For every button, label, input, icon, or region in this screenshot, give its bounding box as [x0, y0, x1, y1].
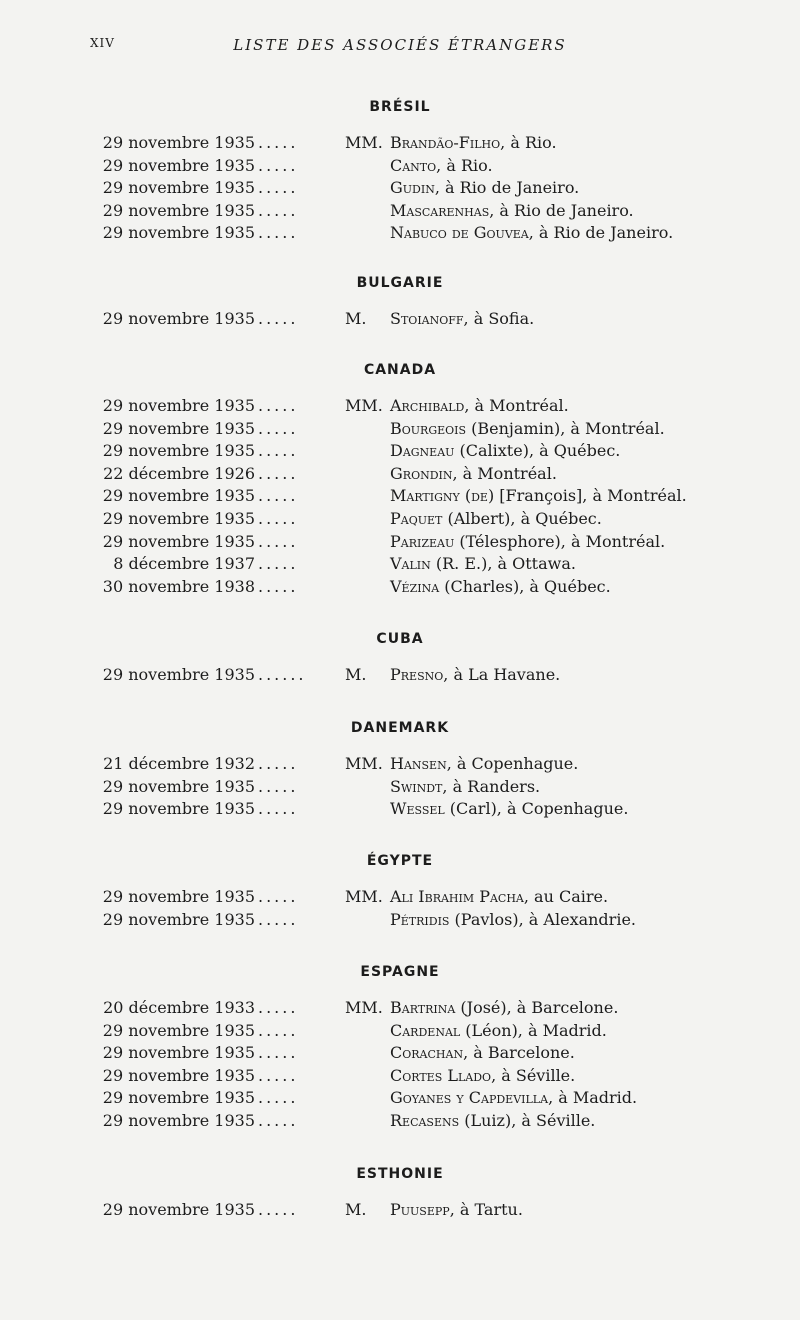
associate-details: , à Montréal. — [452, 463, 557, 483]
associate-surname: Grondin — [390, 463, 453, 483]
election-date: 29 novembre 1935 — [102, 799, 255, 819]
associate-surname: Archibald — [390, 396, 465, 415]
list-item — [0, 909, 800, 932]
honorific: MM. — [345, 887, 383, 906]
country-heading: BULGARIE — [356, 275, 444, 291]
election-date: 29 novembre 1935 — [102, 309, 255, 328]
associate-name — [390, 177, 579, 200]
leader-dots: ..... — [258, 998, 299, 1017]
honorific: MM. — [345, 396, 383, 415]
leader-dots: ..... — [258, 223, 299, 243]
associate-details: , à Rio de Janeiro. — [528, 223, 674, 243]
associate-surname: Valin — [390, 554, 431, 574]
associate-details: , à Sofia. — [463, 309, 535, 328]
associate-name — [390, 997, 618, 1020]
country-heading: CANADA — [363, 362, 437, 378]
associate-surname: Puusepp — [390, 1200, 450, 1219]
associate-details: (Calixte), à Québec. — [454, 441, 621, 461]
associate-details: , à Tartu. — [449, 1200, 523, 1219]
election-date: 22 décembre 1926 — [103, 463, 255, 483]
country-heading: DANEMARK — [350, 720, 450, 736]
election-date: 29 novembre 1935 — [102, 1065, 255, 1085]
list-item — [0, 1110, 800, 1133]
list-item — [0, 753, 800, 776]
honorific: M. — [345, 665, 367, 684]
leader-dots: ..... — [258, 1020, 299, 1040]
associate-name — [390, 200, 634, 223]
associate-surname: Presno — [390, 665, 444, 684]
associate-details: (Charles), à Québec. — [439, 576, 611, 596]
associate-name — [390, 418, 665, 441]
election-date: 29 novembre 1935 — [102, 1020, 255, 1040]
leader-dots: ..... — [258, 396, 299, 415]
country-section — [0, 850, 800, 931]
associate-surname: Mascarenhas — [390, 200, 490, 220]
list-item — [0, 418, 800, 441]
associate-name — [390, 576, 611, 599]
entry-list — [0, 132, 800, 245]
leader-dots: ..... — [258, 909, 299, 929]
list-item — [0, 776, 800, 799]
list-item — [0, 155, 800, 178]
associate-name — [390, 1110, 595, 1133]
associate-surname: Dagneau — [390, 441, 455, 461]
country-heading: ESPAGNE — [360, 964, 440, 980]
associate-details: (Albert), à Québec. — [442, 508, 602, 528]
leader-dots: ..... — [258, 1043, 299, 1063]
leader-dots: ..... — [258, 1110, 299, 1130]
associate-name — [390, 553, 576, 576]
list-item — [0, 222, 800, 245]
associate-surname: Brandão-Filho — [390, 133, 501, 152]
associate-name — [390, 395, 569, 418]
associate-details: , à Montréal. — [464, 396, 569, 415]
associate-surname: Swindt — [390, 776, 443, 796]
associate-surname: Vézina — [390, 576, 440, 596]
election-date: 21 décembre 1932 — [103, 754, 255, 773]
leader-dots: ..... — [258, 1065, 299, 1085]
list-item — [0, 1042, 800, 1065]
election-date: 29 novembre 1935 — [102, 1200, 255, 1219]
honorific: M. — [345, 309, 367, 328]
leader-dots: ..... — [258, 754, 299, 773]
country-heading: CUBA — [376, 631, 424, 647]
associate-name — [390, 886, 608, 909]
election-date: 29 novembre 1935 — [102, 200, 255, 220]
election-date: 29 novembre 1935 — [102, 133, 255, 152]
country-section — [0, 717, 800, 821]
list-item — [0, 508, 800, 531]
election-date: 29 novembre 1935 — [102, 508, 255, 528]
associate-name — [390, 531, 665, 554]
election-date: 29 novembre 1935 — [102, 223, 255, 243]
country-section — [0, 961, 800, 1133]
associate-details: , à Rio de Janeiro. — [434, 178, 580, 198]
election-date: 30 novembre 1938 — [102, 576, 255, 596]
entry-list — [0, 997, 800, 1133]
leader-dots: ..... — [258, 178, 299, 198]
associate-name — [390, 1020, 607, 1043]
associate-surname: Parizeau — [390, 531, 455, 551]
country-heading: ÉGYPTE — [366, 853, 434, 869]
leader-dots: ..... — [258, 133, 299, 152]
country-heading: BRÉSIL — [369, 99, 431, 115]
election-date: 29 novembre 1935 — [102, 418, 255, 438]
associate-details: (Benjamin), à Montréal. — [466, 418, 665, 438]
list-item — [0, 200, 800, 223]
list-item — [0, 1020, 800, 1043]
associate-name — [390, 798, 628, 821]
list-item — [0, 1065, 800, 1088]
associate-name — [390, 508, 602, 531]
country-section — [0, 359, 800, 598]
honorific: MM. — [345, 133, 383, 152]
associate-details: , à Randers. — [442, 776, 541, 796]
list-item — [0, 177, 800, 200]
leader-dots: ..... — [258, 799, 299, 819]
associate-surname: Hansen — [390, 754, 447, 773]
associate-details: , à Madrid. — [548, 1088, 638, 1108]
election-date: 29 novembre 1935 — [102, 531, 255, 551]
associate-details: (Carl), à Copenhague. — [444, 799, 629, 819]
leader-dots: ..... — [258, 418, 299, 438]
election-date: 29 novembre 1935 — [102, 441, 255, 461]
associate-name — [390, 485, 687, 508]
leader-dots: ..... — [258, 1088, 299, 1108]
country-section — [0, 96, 800, 245]
election-date: 29 novembre 1935 — [102, 155, 255, 175]
associate-name — [390, 463, 557, 486]
election-date: 29 novembre 1935 — [102, 887, 255, 906]
election-date: 29 novembre 1935 — [102, 486, 255, 506]
associate-surname: Canto — [390, 155, 437, 175]
associate-name — [390, 1199, 523, 1222]
list-item — [0, 1199, 800, 1222]
associate-surname: Cortes Llado — [390, 1065, 492, 1085]
associate-details: (R. E.), à Ottawa. — [430, 554, 576, 574]
election-date: 29 novembre 1935 — [102, 178, 255, 198]
leader-dots: ..... — [258, 776, 299, 796]
list-item — [0, 576, 800, 599]
associate-surname: Wessel — [390, 799, 445, 819]
list-item — [0, 531, 800, 554]
associate-surname: Pétridis — [390, 909, 450, 929]
associate-surname: Bourgeois — [390, 418, 467, 438]
leader-dots: ..... — [258, 309, 299, 328]
associate-name — [390, 753, 578, 776]
leader-dots: ..... — [258, 200, 299, 220]
honorific: MM. — [345, 754, 383, 773]
honorific: MM. — [345, 998, 383, 1017]
leader-dots: ..... — [258, 531, 299, 551]
associate-surname: Corachan — [390, 1043, 464, 1063]
list-item — [0, 1087, 800, 1110]
associate-surname: Ali Ibrahim Pacha — [390, 887, 524, 906]
page-number: XIV — [90, 36, 115, 50]
entry-list — [0, 886, 800, 931]
associate-surname: Bartrina — [390, 998, 456, 1017]
leader-dots: ..... — [258, 441, 299, 461]
country-section — [0, 628, 800, 687]
associate-name — [390, 155, 493, 178]
associate-details: , à Rio. — [436, 155, 493, 175]
running-title: LISTE DES ASSOCIÉS ÉTRANGERS — [233, 36, 567, 54]
election-date: 29 novembre 1935 — [102, 396, 255, 415]
associate-surname: Stoianoff — [390, 309, 464, 328]
associate-name — [390, 776, 540, 799]
associate-details: , à Rio de Janeiro. — [489, 200, 634, 220]
associate-details: , à Rio. — [500, 133, 557, 152]
associate-name — [390, 308, 534, 331]
list-item — [0, 440, 800, 463]
page-header — [90, 36, 710, 56]
leader-dots: ..... — [258, 508, 299, 528]
leader-dots: ..... — [258, 486, 299, 506]
entry-list — [0, 1199, 800, 1222]
election-date: 20 décembre 1933 — [103, 998, 255, 1017]
leader-dots: ..... — [258, 1200, 299, 1219]
associate-surname: Nabuco de Gouvea — [390, 223, 529, 243]
election-date: 8 décembre 1937 — [113, 554, 255, 574]
entry-list — [0, 664, 800, 687]
list-item — [0, 463, 800, 486]
leader-dots: ..... — [258, 554, 299, 574]
election-date: 29 novembre 1935 — [102, 909, 255, 929]
election-date: 29 novembre 1935 — [102, 776, 255, 796]
associate-details: (Léon), à Madrid. — [460, 1020, 607, 1040]
entry-list — [0, 308, 800, 331]
associate-details: , à La Havane. — [443, 665, 561, 684]
associate-details: , à Barcelone. — [463, 1043, 575, 1063]
country-heading: ESTHONIE — [356, 1166, 444, 1182]
associate-name — [390, 1087, 637, 1110]
leader-dots: ..... — [258, 576, 299, 596]
list-item — [0, 308, 800, 331]
list-item — [0, 553, 800, 576]
honorific: M. — [345, 1200, 367, 1219]
country-section — [0, 1163, 800, 1222]
leader-dots: ..... — [258, 887, 299, 906]
leader-dots: ...... — [258, 665, 307, 684]
associate-details: (José), à Barcelone. — [455, 998, 619, 1017]
associate-surname: Goyanes y Capdevilla — [390, 1088, 549, 1108]
election-date: 29 novembre 1935 — [102, 1088, 255, 1108]
associate-details: , au Caire. — [523, 887, 609, 906]
country-section — [0, 272, 800, 331]
associate-surname: Cardenal — [390, 1020, 461, 1040]
associate-surname: Paquet — [390, 508, 443, 528]
list-item — [0, 132, 800, 155]
associate-details: [François], à Montréal. — [494, 486, 687, 506]
associate-name — [390, 222, 673, 245]
entry-list — [0, 395, 800, 598]
associate-details: (Télesphore), à Montréal. — [454, 531, 666, 551]
associate-surname: Martigny (de) — [390, 486, 495, 506]
associate-details: , à Copenhague. — [446, 754, 579, 773]
associate-name — [390, 132, 557, 155]
associate-details: , à Séville. — [491, 1065, 576, 1085]
associate-surname: Gudin — [390, 178, 435, 198]
entry-list — [0, 753, 800, 821]
associate-surname: Recasens — [390, 1110, 460, 1130]
list-item — [0, 886, 800, 909]
associate-name — [390, 909, 636, 932]
associate-name — [390, 1065, 575, 1088]
associate-name — [390, 664, 560, 687]
list-item — [0, 395, 800, 418]
election-date: 29 novembre 1935 — [102, 1110, 255, 1130]
list-item — [0, 997, 800, 1020]
election-date: 29 novembre 1935 — [102, 665, 255, 684]
leader-dots: ..... — [258, 463, 299, 483]
election-date: 29 novembre 1935 — [102, 1043, 255, 1063]
associate-name — [390, 1042, 575, 1065]
associate-name — [390, 440, 620, 463]
list-item — [0, 798, 800, 821]
associate-details: (Pavlos), à Alexandrie. — [449, 909, 636, 929]
associate-details: (Luiz), à Séville. — [459, 1110, 596, 1130]
leader-dots: ..... — [258, 155, 299, 175]
list-item — [0, 485, 800, 508]
list-item — [0, 664, 800, 687]
